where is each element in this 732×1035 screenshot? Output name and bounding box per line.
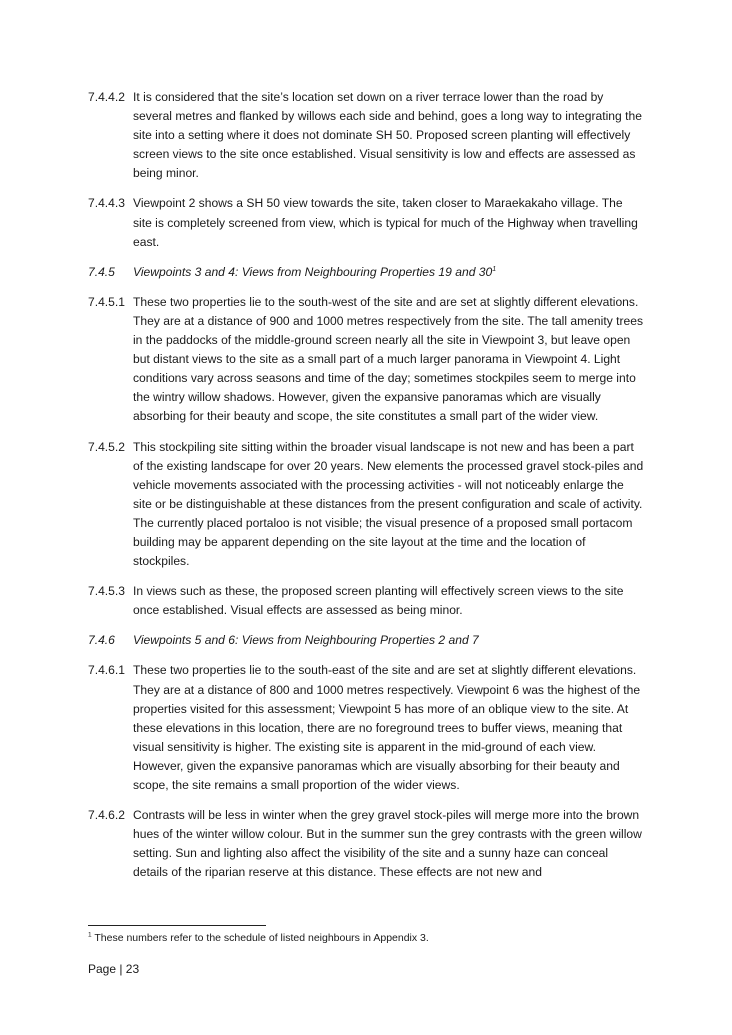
footnote-text: These numbers refer to the schedule of listed neighbours in Appendix 3. [94,932,429,944]
paragraph-text: It is considered that the site’s location set down on a river terrace lower than the road by several metres and flanked by willows each side and behind, goes a long way to integrating the site into a setting where it does not dominate SH 50. Proposed screen planting will effectively screen views to the site once established. Visual sensitivity is low and effects are assessed as being minor. [133,90,642,181]
page-number: Page | 23 [88,962,140,976]
paragraph-7-4-5-2 [88,438,644,572]
paragraph-text: Contrasts will be less in winter when the grey gravel stock-piles will merge more into the brown hues of the winter willow colour. But in the summer sun the grey contrasts with the green willow setting. Sun and lighting also affect the visibility of the site and a sunny haze can conceal details of the riparian reserve at this distance. These effects are not new and [133,808,642,880]
paragraph-number: 7.4.5.3 [88,584,125,599]
paragraph-7-4-5-3 [88,582,644,620]
footnote [88,931,429,945]
paragraph-number: 7.4.4.3 [88,196,125,211]
section-number: 7.4.6 [88,633,115,648]
paragraph-number: 7.4.5.2 [88,439,125,454]
paragraph-7-4-6-1 [88,661,644,795]
paragraph-text: In views such as these, the proposed screen planting will effectively screen views to the site once established. Visual effects are assessed as being minor. [133,584,624,618]
section-heading-text: Viewpoints 5 and 6: Views from Neighbouring Properties 2 and 7 [133,633,479,648]
paragraph-number: 7.4.5.1 [88,294,125,309]
section-number: 7.4.5 [88,264,115,279]
paragraph-text: These two properties lie to the south-west of the site and are set at slightly different elevations. They are at a distance of 900 and 1000 metres respectively from the site. The tall amenity trees in the paddocks of the middle-ground screen nearly all the site in Viewpoint 3, but leave open but distant views to the site as a small part of a much larger panorama in Viewpoint 4. Light conditions vary across seasons and time of the day; sometimes stockpiles seem to merge into the wintry willow shadows. However, given the expansive panoramas which are visually absorbing for their beauty and scope, the site constitutes a small part of the wider view. [133,294,643,424]
footnote-mark: 1 [88,931,92,939]
section-heading-text: Viewpoints 3 and 4: Views from Neighbouring Properties 19 and 30 [133,264,493,279]
paragraph-number: 7.4.6.2 [88,808,125,823]
paragraph-7-4-4-3 [88,194,644,251]
footnote-separator [88,925,266,926]
section-heading-7-4-6 [88,631,644,650]
footnote-reference: 1 [492,265,497,273]
paragraph-7-4-6-2 [88,806,644,882]
paragraph-7-4-4-2 [88,88,644,183]
section-heading-7-4-5 [88,263,644,282]
paragraph-text: Viewpoint 2 shows a SH 50 view towards the site, taken closer to Maraekakaho village. The site is completely screened from view, which is typical for much of the Highway when travelling east. [133,196,638,249]
paragraph-7-4-5-1 [88,293,644,427]
paragraph-text: This stockpiling site sitting within the broader visual landscape is not new and has been a part of the existing landscape for over 20 years. New elements the processed gravel stock-piles and vehicle movements associated with the processing activities - will not noticeably enlarge the site or be distinguishable at these distances from the present configuration and scale of activity. The currently placed portaloo is not visible; the visual presence of a proposed small portacom building may be apparent depending on the site layout at the time and the location of stockpiles. [133,439,644,569]
paragraph-text: These two properties lie to the south-east of the site and are set at slightly different elevations. They are at a distance of 800 and 1000 metres respectively. Viewpoint 6 was the highest of the properties visited for this assessment; Viewpoint 5 has more of an oblique view to the site. At these elevations in this location, there are no foreground trees to buffer views, meaning that visual sensitivity is higher. The existing site is apparent in the mid-ground of each view. However, given the expansive panoramas which are visually absorbing for their beauty and scope, the site remains a small proportion of the wider views. [133,663,641,792]
document-body [88,88,644,893]
paragraph-number: 7.4.4.2 [88,90,125,104]
paragraph-number: 7.4.6.1 [88,663,125,678]
